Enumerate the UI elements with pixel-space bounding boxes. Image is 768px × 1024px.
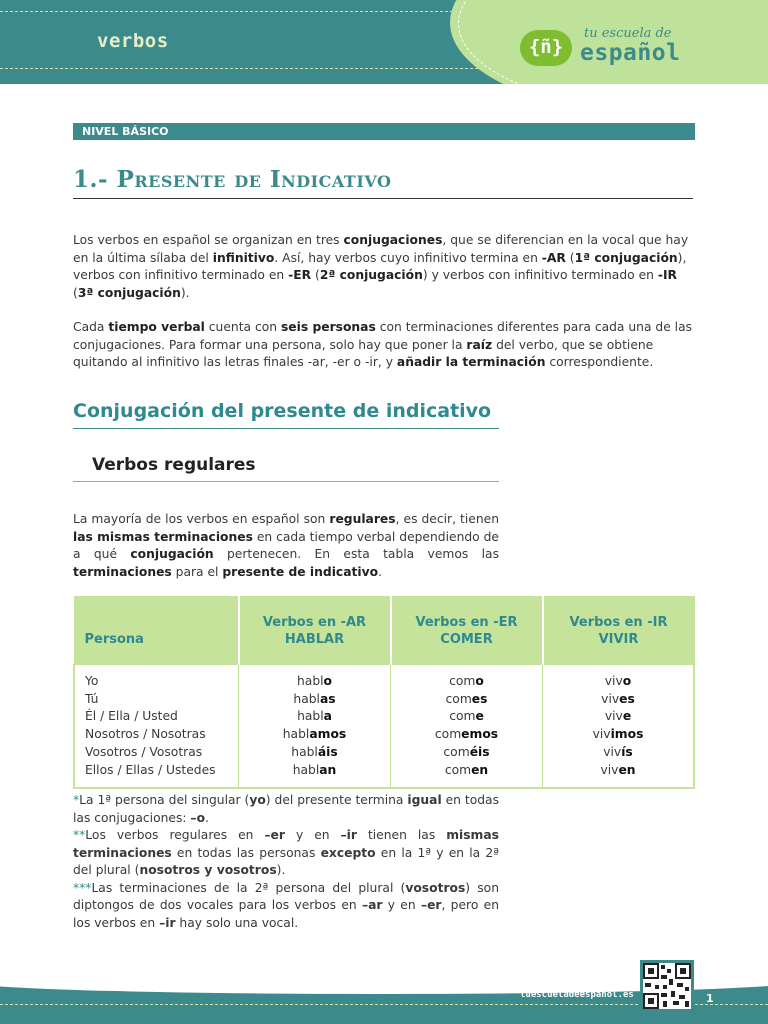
section-heading: Conjugación del presente de indicativo	[73, 400, 499, 429]
section-title: verbos	[97, 30, 169, 52]
verb-form-cell: comemos	[434, 727, 499, 742]
verb-form-cell: vivo	[604, 674, 632, 688]
verb-form-cell: viven	[600, 762, 636, 777]
verb-form-cell: habláis	[291, 744, 338, 759]
persona-column	[74, 665, 239, 789]
verb-form-cell: comes	[445, 691, 488, 706]
page-number: 1	[706, 992, 714, 1005]
persona-cell: Nosotros / Nosotras	[85, 727, 206, 742]
persona-cell: Yo	[85, 674, 99, 688]
page-title: 1.- Presente de Indicativo	[73, 166, 693, 199]
verb-form-cell: comen	[444, 762, 489, 777]
er-column	[391, 665, 543, 789]
header-persona: Persona	[74, 597, 239, 665]
verb-form-cell: hablan	[292, 762, 337, 777]
logo-badge-icon: {ñ}	[520, 30, 572, 66]
logo-tagline: tu escuela de	[584, 26, 672, 41]
header-ir: Verbos en -IR VIVIR	[543, 597, 695, 665]
header-er: Verbos en -ER COMER	[391, 597, 543, 665]
persona-cell: Ellos / Ellas / Ustedes	[85, 762, 216, 777]
footnotes	[73, 792, 499, 932]
intro-paragraph-1: Los verbos en español se organizan en tres conjugaciones, que se diferencian en la vocal que hay en la última sílaba del infinitivo. Así, hay verbos cuyo infinitivo termina en -AR (1ª conjugación), verbos con infinitivo terminado en -ER (2ª conjugación) y verbos con infinitivo terminado en -IR (3ª conjugación).	[73, 233, 689, 300]
verb-form-cell: vivimos	[592, 727, 644, 742]
level-label: NIVEL BÁSICO	[73, 123, 695, 140]
ir-column	[543, 665, 695, 789]
persona-cell: Él / Ella / Usted	[85, 709, 178, 724]
intro-paragraph-2: Cada tiempo verbal cuenta con seis personas con terminaciones diferentes para cada una de las conjugaciones. Para formar una persona, solo hay que poner la raíz del verbo, que se obtiene quitando al infinitivo las letras finales -ar, -er o -ir, y añadir la terminación correspondiente.	[73, 320, 693, 369]
footnote-2: **Los verbos regulares en –er y en –ir tienen las mismas terminaciones en todas las personas excepto en la 1ª y en la 2ª del plural (nosotros y vosotros).	[73, 828, 500, 877]
footnote-1: *La 1ª persona del singular (yo) del presente termina igual en todas las conjugaciones: –o.	[73, 793, 499, 825]
verb-form-cell: habla	[297, 709, 332, 724]
verb-form-cell: hablas	[293, 691, 336, 706]
logo-wordmark: español	[580, 40, 681, 66]
verb-form-cell: vivís	[603, 744, 633, 759]
ar-column	[239, 665, 391, 789]
conjugation-table	[73, 596, 695, 789]
verb-form-cell: hablamos	[282, 727, 347, 742]
qr-code-graphic	[643, 963, 691, 1009]
qr-code-icon	[640, 960, 694, 1012]
header-ar: Verbos en -AR HABLAR	[239, 597, 391, 665]
verb-form-cell: vive	[604, 709, 632, 724]
footer-website: tuescueladeespanol.es	[520, 990, 634, 1000]
page-header	[0, 0, 768, 84]
footnote-3: ***Las terminaciones de la 2ª persona del plural (vosotros) son diptongos de dos vocales para los verbos en –ar y en –er, pero en los verbos en –ir hay solo una vocal.	[73, 880, 499, 930]
verb-form-cell: coméis	[443, 744, 490, 759]
regular-verbs-intro: La mayoría de los verbos en español son regulares, es decir, tienen las mismas terminaciones en cada tiempo verbal dependiendo de a qué conjugación pertenecen. En esta tabla vemos las terminaciones para el presente de indicativo.	[73, 512, 499, 579]
persona-cell: Vosotros / Vosotras	[85, 744, 203, 759]
subsection-heading: Verbos regulares	[73, 455, 499, 482]
verb-form-cell: como	[449, 674, 484, 688]
verb-form-cell: hablo	[296, 674, 332, 688]
verb-form-cell: come	[449, 709, 484, 724]
verb-form-cell: vives	[601, 691, 635, 706]
persona-cell: Tú	[85, 691, 99, 706]
